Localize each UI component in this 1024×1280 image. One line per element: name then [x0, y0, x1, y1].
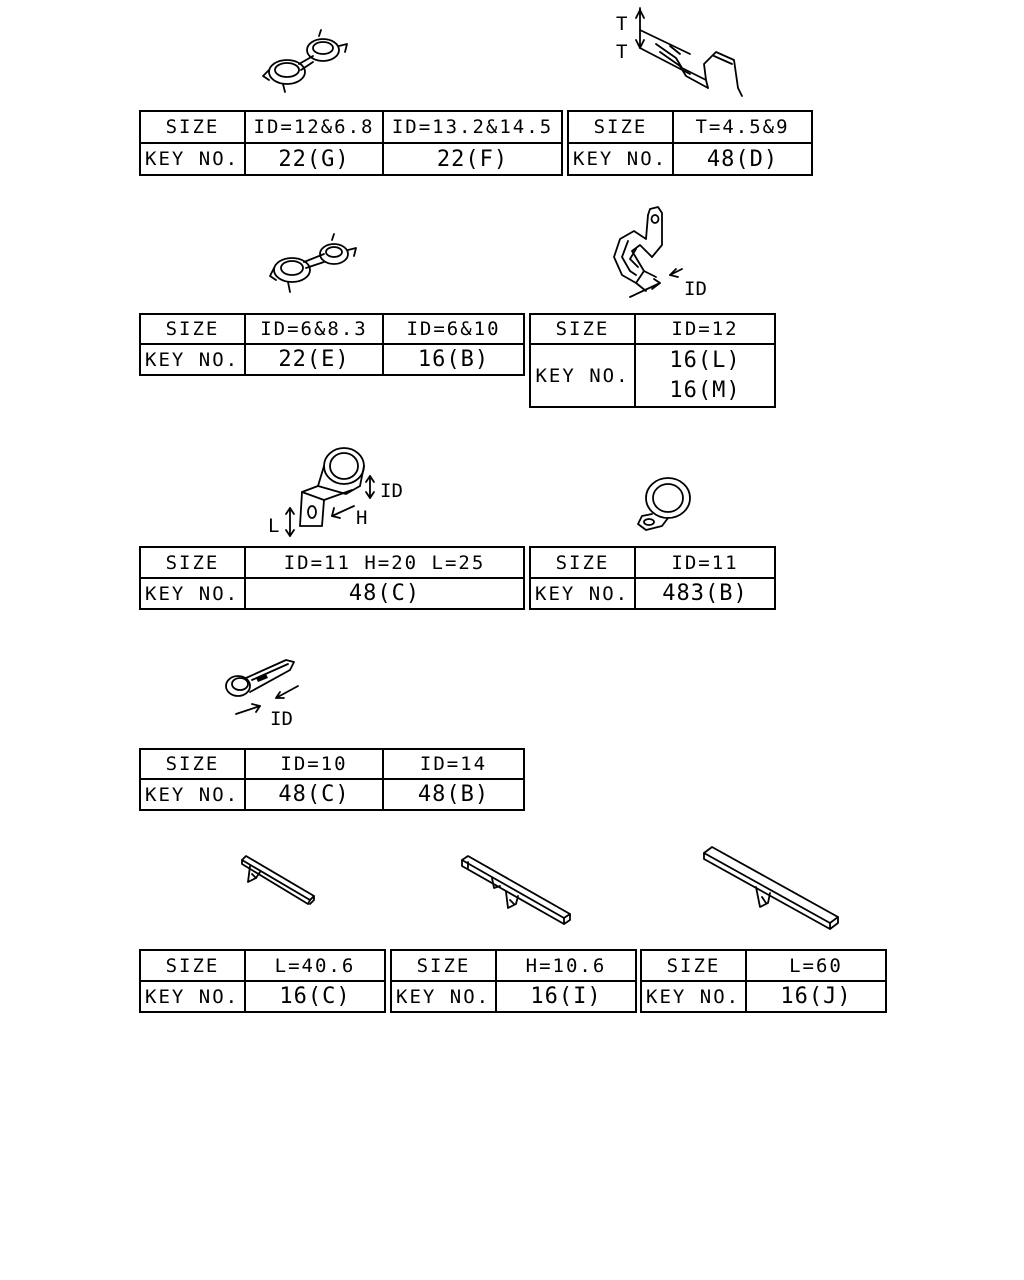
double-clip-illustration [255, 30, 365, 100]
double-clip-small-illustration [262, 232, 372, 302]
short-strip-clip-illustration [236, 852, 320, 908]
size-label: SIZE [530, 314, 635, 344]
cable-tie-clip-illustration [220, 652, 320, 732]
size-value: L=40.6 [245, 950, 385, 981]
size-value: ID=6&8.3 [245, 314, 383, 344]
key-value: 16(L) [669, 347, 741, 373]
key-table-1 [139, 110, 563, 176]
dim-l-label: L [268, 515, 280, 537]
dim-h-label: H [356, 507, 368, 529]
p-clip-illustration [632, 474, 702, 534]
dim-id-label: ID [270, 708, 293, 730]
size-value: ID=11 [635, 547, 775, 578]
mid-strip-clip-illustration [456, 852, 576, 930]
dim-t-bottom-label: T [616, 41, 628, 63]
size-value: T=4.5&9 [673, 111, 812, 143]
key-table-10 [640, 949, 887, 1013]
long-strip-clip-illustration [700, 845, 845, 933]
key-no-label: KEY NO. [140, 981, 245, 1012]
key-table-6 [529, 546, 776, 610]
key-table-3 [139, 313, 525, 376]
size-label: SIZE [140, 547, 245, 578]
key-no-label: KEY NO. [140, 143, 245, 175]
key-no-label: KEY NO. [391, 981, 496, 1012]
key-no-label: KEY NO. [530, 578, 635, 609]
size-value: L=60 [746, 950, 886, 981]
offset-bracket-clip-illustration [262, 442, 422, 542]
key-value-stack [635, 344, 775, 407]
size-value: H=10.6 [496, 950, 636, 981]
key-table-8 [139, 949, 386, 1013]
key-value: 48(B) [383, 779, 524, 810]
key-value: 22(E) [245, 344, 383, 375]
size-label: SIZE [391, 950, 496, 981]
key-value: 16(M) [669, 377, 741, 403]
dim-id-label: ID [684, 278, 707, 300]
key-table-9 [390, 949, 637, 1013]
key-table-7 [139, 748, 525, 811]
size-label: SIZE [530, 547, 635, 578]
size-value: ID=13.2&14.5 [383, 111, 562, 143]
key-value: 16(C) [245, 981, 385, 1012]
size-value: ID=6&10 [383, 314, 524, 344]
key-no-label: KEY NO. [568, 143, 673, 175]
size-value: ID=11 H=20 L=25 [245, 547, 524, 578]
key-value: 483(B) [635, 578, 775, 609]
key-value: 22(G) [245, 143, 383, 175]
dim-t-top-label: T [616, 13, 628, 35]
size-label: SIZE [568, 111, 673, 143]
key-no-label: KEY NO. [530, 344, 635, 407]
key-no-label: KEY NO. [641, 981, 746, 1012]
dim-id-label: ID [380, 480, 403, 502]
size-label: SIZE [140, 749, 245, 779]
key-table-5 [139, 546, 525, 610]
bent-plate-clip-illustration [610, 8, 760, 103]
key-no-label: KEY NO. [140, 779, 245, 810]
key-value: 48(C) [245, 779, 383, 810]
size-label: SIZE [140, 111, 245, 143]
key-no-label: KEY NO. [140, 344, 245, 375]
size-value: ID=14 [383, 749, 524, 779]
key-no-label: KEY NO. [140, 578, 245, 609]
key-table-4 [529, 313, 776, 408]
key-table-2 [567, 110, 813, 176]
key-value: 22(F) [383, 143, 562, 175]
size-value: ID=12 [635, 314, 775, 344]
size-label: SIZE [140, 950, 245, 981]
wrap-clip-with-tab-illustration [600, 205, 720, 305]
key-value: 16(J) [746, 981, 886, 1012]
key-value: 48(C) [245, 578, 524, 609]
size-label: SIZE [140, 314, 245, 344]
key-value: 48(D) [673, 143, 812, 175]
size-value: ID=12&6.8 [245, 111, 383, 143]
size-label: SIZE [641, 950, 746, 981]
key-value: 16(I) [496, 981, 636, 1012]
size-value: ID=10 [245, 749, 383, 779]
key-value: 16(B) [383, 344, 524, 375]
